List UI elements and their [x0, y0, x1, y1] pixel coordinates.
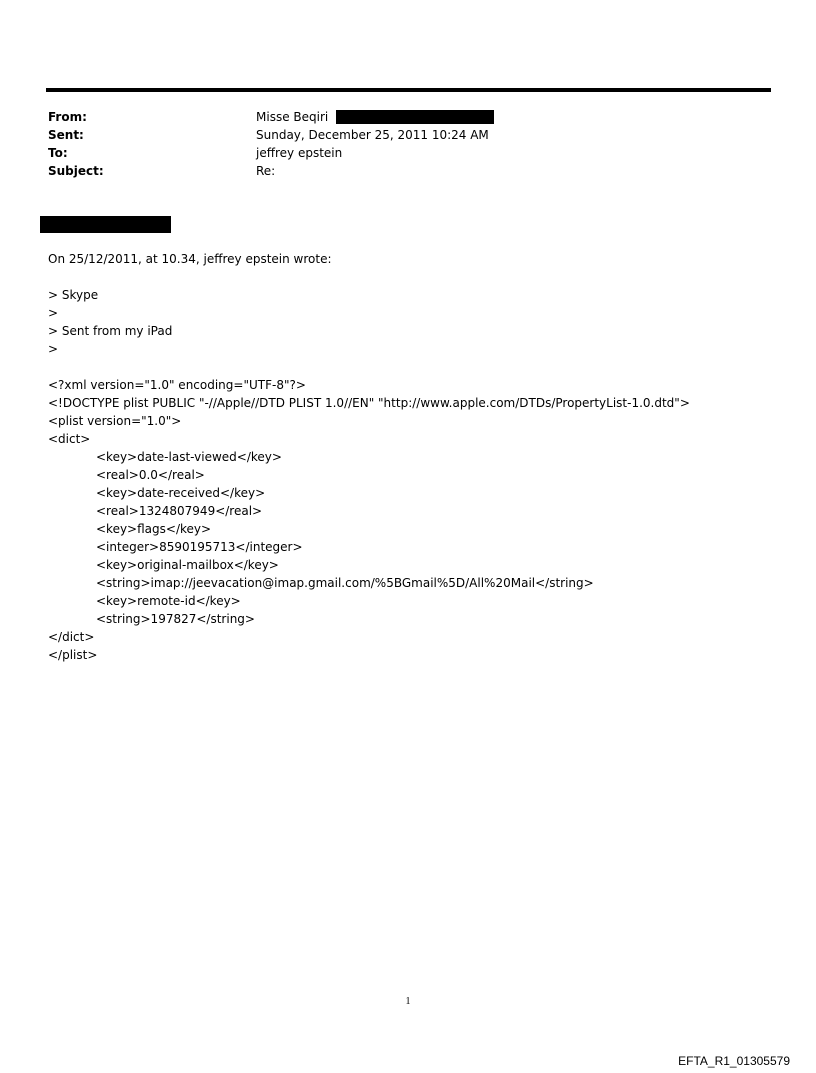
sent-value: Sunday, December 25, 2011 10:24 AM [256, 128, 489, 142]
subject-value: Re: [256, 164, 276, 178]
xml-closing-line: </plist> [48, 648, 98, 662]
subject-row [48, 162, 748, 180]
spacer [48, 358, 788, 376]
quoted-line: > [48, 306, 59, 320]
email-header [48, 108, 748, 180]
redacted-block [40, 216, 171, 233]
from-row [48, 108, 748, 126]
from-value [256, 110, 494, 124]
quoted-line: > Skype [48, 288, 99, 302]
xml-line: <plist version="1.0"> [48, 414, 182, 428]
xml-dict-line: <key>remote-id</key> [96, 594, 241, 608]
sent-row [48, 126, 748, 144]
xml-dict-line: <key>flags</key> [96, 522, 212, 536]
from-name: Misse Beqiri [256, 110, 329, 124]
quoted-line: > [48, 342, 59, 356]
to-row [48, 144, 748, 162]
xml-dict-line: <string>imap://jeevacation@imap.gmail.com/%5BGmail%5D/All%20Mail</string> [96, 576, 594, 590]
xml-dict-line: <key>date-received</key> [96, 486, 266, 500]
xml-dict-line: <string>197827</string> [96, 612, 255, 626]
to-value: jeffrey epstein [256, 146, 343, 160]
reply-intro: On 25/12/2011, at 10.34, jeffrey epstein wrote: [48, 252, 332, 266]
document-id: EFTA_R1_01305579 [678, 1054, 790, 1068]
xml-line: <dict> [48, 432, 91, 446]
page-number: 1 [405, 996, 411, 1007]
quoted-line: > Sent from my iPad [48, 324, 173, 338]
xml-line: <!DOCTYPE plist PUBLIC "-//Apple//DTD PLIST 1.0//EN" "http://www.apple.com/DTDs/PropertyList-1.0.dtd"> [48, 396, 690, 410]
xml-dict-line: <real>0.0</real> [96, 468, 205, 482]
xml-closing-line: </dict> [48, 630, 95, 644]
xml-dict-line: <key>original-mailbox</key> [96, 558, 279, 572]
subject-label: Subject: [48, 164, 104, 178]
spacer [48, 268, 788, 286]
top-divider [46, 88, 771, 92]
to-label: To: [48, 146, 68, 160]
xml-dict-line: <integer>8590195713</integer> [96, 540, 303, 554]
xml-line: <?xml version="1.0" encoding="UTF-8"?> [48, 378, 306, 392]
xml-dict-line: <real>1324807949</real> [96, 504, 263, 518]
xml-dict-line: <key>date-last-viewed</key> [96, 450, 282, 464]
from-label: From: [48, 110, 87, 124]
redacted-email-address [336, 110, 494, 124]
email-body [48, 250, 788, 664]
sent-label: Sent: [48, 128, 84, 142]
